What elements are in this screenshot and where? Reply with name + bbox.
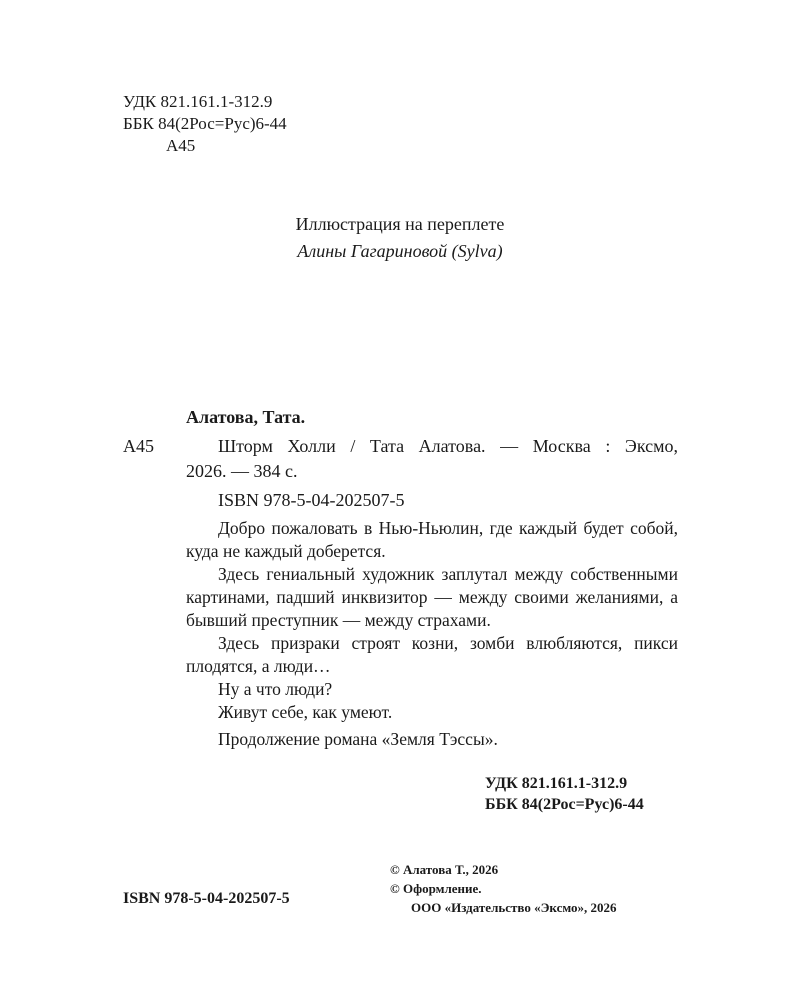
annotation-paragraph: Здесь призраки строят козни, зомби влюбляются, пикси плодятся, а люди… <box>186 633 678 676</box>
annotation <box>186 517 678 751</box>
catalog-author-sign: А45 <box>123 436 154 456</box>
udk-code-bottom: УДК 821.161.1-312.9 <box>485 775 628 792</box>
copyright-publisher: ООО «Издательство «Эксмо», 2026 <box>411 900 617 915</box>
bbk-code: ББК 84(2Рос=Рус)6-44 <box>123 114 287 133</box>
copyright-design: © Оформление. <box>390 881 482 896</box>
classification-block <box>123 91 287 157</box>
annotation-paragraph: Живут себе, как умеют. <box>218 702 393 722</box>
annotation-paragraph: Продолжение романа «Земля Тэссы». <box>218 729 498 749</box>
author-sign: А45 <box>166 136 196 155</box>
classification-bottom <box>485 773 644 815</box>
illustration-line: Иллюстрация на переплете <box>295 214 505 234</box>
illustrator-name: Алины Гагариновой (Sylva) <box>297 241 503 261</box>
isbn-bottom: ISBN 978-5-04-202507-5 <box>123 890 290 907</box>
author-heading: Алатова, Тата. <box>186 407 306 427</box>
bbk-code-bottom: ББК 84(2Рос=Рус)6-44 <box>485 796 644 813</box>
isbn: ISBN 978-5-04-202507-5 <box>218 490 405 510</box>
copyright-author: © Алатова Т., 2026 <box>390 862 499 877</box>
udk-code: УДК 821.161.1-312.9 <box>123 92 273 111</box>
annotation-paragraph: Ну а что люди? <box>218 679 333 699</box>
title-statement-line1: Шторм Холли / Тата Алатова. — Москва : Эксмо, <box>218 436 678 456</box>
illustration-credit <box>0 212 800 266</box>
annotation-paragraph: Здесь гениальный художник заплутал между собственными картинами, падший инквизитор — между своими желаниями, а бывший преступник — между страхами. <box>186 564 678 630</box>
copyright-block <box>390 860 617 917</box>
title-statement-line2: 2026. — 384 с. <box>186 461 298 481</box>
annotation-paragraph: Добро пожаловать в Нью-Ньюлин, где каждый будет собой, куда не каждый доберется. <box>186 518 678 561</box>
